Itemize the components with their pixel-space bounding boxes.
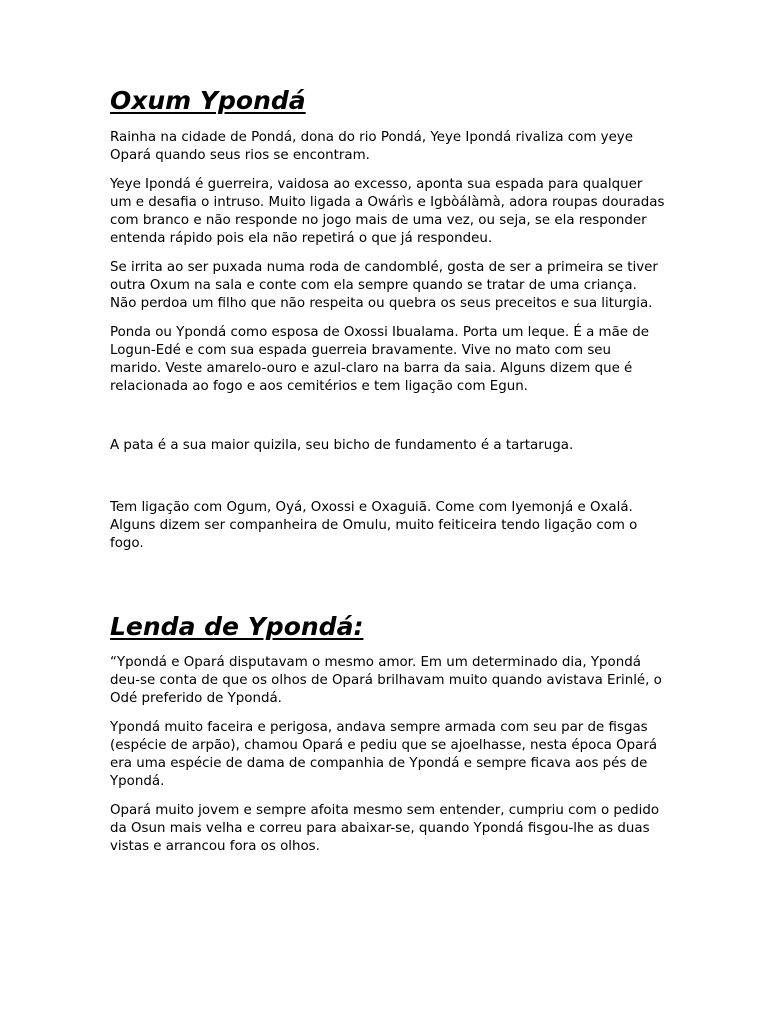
intro-paragraph-4: Ponda ou Ypondá como esposa de Oxossi Ibualama. Porta um leque. É a mãe de Logun-Edé e com sua espada guerreia bravamente. Vive no mato com seu marido. Veste amarelo-ouro e azul-claro na barra da saia. Alguns dizem que é relacionada ao fogo e aos cemitérios e tem ligação com Egun.	[110, 325, 650, 394]
ligacao-paragraph: Tem ligação com Ogum, Oyá, Oxossi e Oxaguiã. Come com Iyemonjá e Oxalá. Alguns dizem ser companheira de Omulu, muito feiticeira tendo ligação com o fogo.	[110, 500, 638, 551]
page-title: Oxum Ypondá	[110, 86, 306, 115]
intro-paragraph-3: Se irrita ao ser puxada numa roda de candomblé, gosta de ser a primeira se tiver outra Oxum na sala e conte com ela sempre quando se tratar de uma criança. Não perdoa um filho que não respeita ou quebra os seus preceitos e sua liturgia.	[110, 260, 658, 311]
lenda-paragraph-2: Ypondá muito faceira e perigosa, andava sempre armada com seu par de fisgas (espécie de arpão), chamou Opará e pediu que se ajoelhasse, nesta época Opará era uma espécie de dama de companhia de Ypondá e sempre ficava aos pés de Ypondá.	[110, 720, 658, 789]
intro-paragraph-2: Yeye Ipondá é guerreira, vaidosa ao excesso, aponta sua espada para qualquer um e desafia o intruso. Muito ligada a Owárìs e Igbòálàmà, adora roupas douradas com branco e não responde no jogo mais de uma vez, ou seja, se ela responder entenda rápido pois ela não repetirá o que já respondeu.	[110, 177, 665, 246]
quizila-paragraph: A pata é a sua maior quizila, seu bicho de fundamento é a tartaruga.	[110, 438, 574, 453]
lenda-paragraph-1: “Ypondá e Opará disputavam o mesmo amor. Em um determinado dia, Ypondá deu-se conta de que os olhos de Opará brilhavam muito quando avistava Erinlé, o Odé preferido de Ypondá.	[110, 655, 662, 706]
intro-paragraph-1: Rainha na cidade de Pondá, dona do rio Pondá, Yeye Ipondá rivaliza com yeye Opará quando seus rios se encontram.	[110, 130, 633, 163]
lenda-paragraph-3: Opará muito jovem e sempre afoita mesmo sem entender, cumpriu com o pedido da Osun mais velha e correu para abaixar-se, quando Ypondá fisgou-lhe as duas vistas e arrancou fora os olhos.	[110, 803, 660, 854]
document-page	[110, 84, 666, 867]
spacer	[110, 407, 666, 437]
section-title-lenda: Lenda de Ypondá:	[110, 612, 364, 641]
spacer	[110, 564, 666, 610]
spacer	[110, 466, 666, 499]
